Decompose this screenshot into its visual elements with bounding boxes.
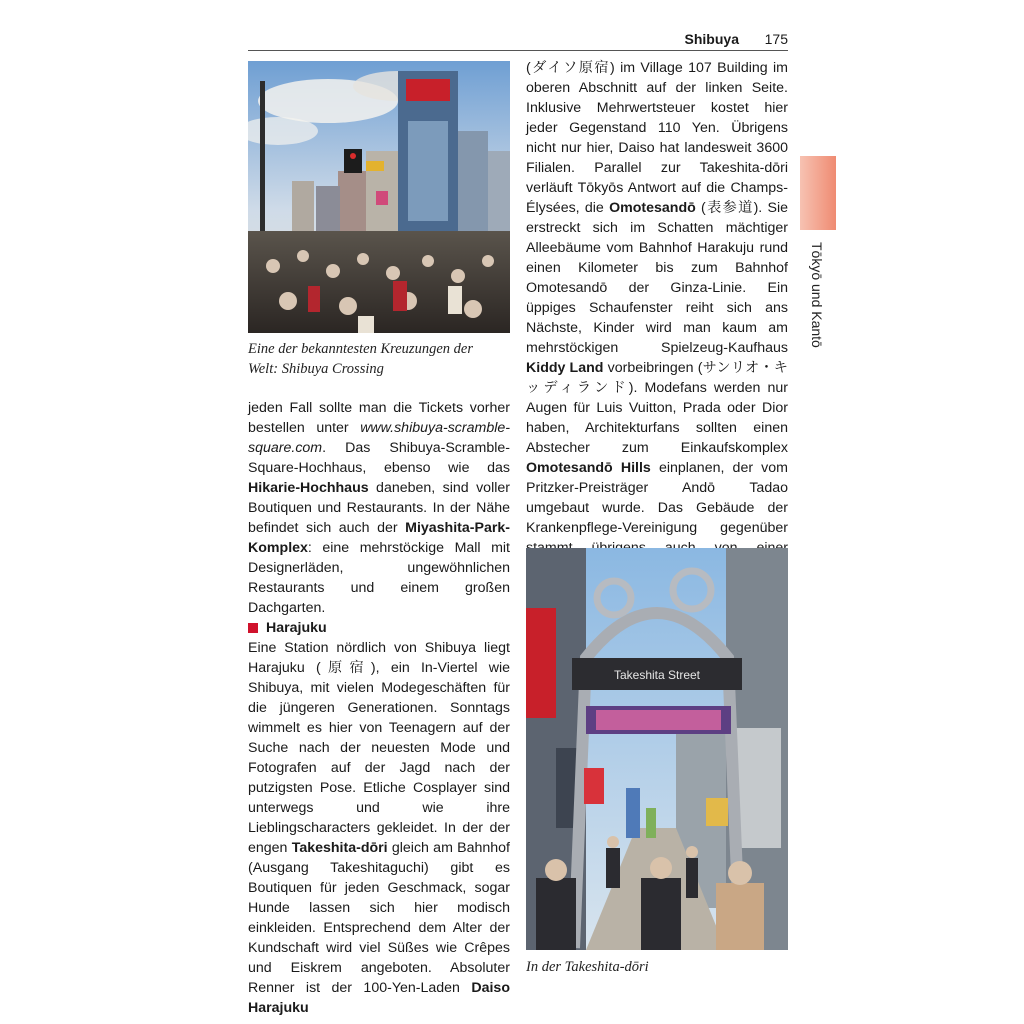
photo-caption-shibuya bbox=[248, 339, 510, 379]
omotesando-highlight: Omotesandō bbox=[609, 200, 696, 216]
hikarie-highlight: Hikarie-Hochhaus bbox=[248, 480, 369, 496]
running-header bbox=[248, 30, 788, 51]
right-column-text bbox=[526, 58, 788, 538]
omotesando-hills-highlight: Omotesandō Hills bbox=[526, 460, 651, 476]
paragraph-harajuku: Eine Station nördlich von Shibuya liegt Harajuku (原宿), ein In-Viertel wie Shibuya, mit vielen Modegeschäften für die jüngeren Generationen. Sonntags wimmelt es hier von Teenagern auf der Suche nach der neuesten Mode und Fotografen auf der Jagd nach der putzigsten Pose. Etliche Cosplayer sind unterwegs und wie ihre Lieblingscharacters gekleidet. In der der engen Takeshita-dōri gleich am Bahnhof (Ausgang Takeshitaguchi) gibt es Boutiquen für jeden Geschmack, sogar Hunde lassen sich hier modisch einkleiden. Entsprechend dem Alter der Kundschaft wird viel Süßes wie Crêpes und Eiskrem angeboten. Absoluter Renner ist der 100-Yen-Laden Daiso Harajuku bbox=[248, 640, 510, 1016]
page-number: 175 bbox=[764, 31, 788, 47]
website-link[interactable]: www.shibuya-scramble-square.com bbox=[248, 420, 510, 456]
takeshita-gate-illustration bbox=[526, 548, 788, 950]
left-column-text bbox=[248, 398, 510, 616]
paragraph-omotesando: (ダイソ原宿) im Village 107 Building im oberen Abschnitt auf der linken Seite. Inklusive Mehrwertsteuer kostet hier jeder Gegenstand 110 Yen. Übrigens nicht nur hier, Daiso hat landesweit 3600 Filialen. Parallel zur Takeshita-dōri verläuft Tōkyōs Antwort auf die Champs-Élysées, die Omotesandō (表参道). Sie erstreckt sich im Schatten mächtiger Alleebäume vom Bahnhof Harakuju rund einen Kilometer bis zum Bahnhof Omotesandō der Ginza-Linie. Ein üppiges Schaufenster reiht sich ans Nächste, Kinder wird man kaum am mehrstöckigen Spielzeug-Kaufhaus Kiddy Land vorbeibringen (サンリオ・キッディランド). Modefans werden nur Augen für Luis Vuitton, Prada oder Dior haben, Architekturfans sollten einen Abstecher zum Einkaufskomplex Omotesandō Hills einplanen, der vom Pritzker-Preisträger Andō Tadao umgebaut wurde. Das Gebäude der Krankenpflege-Vereinigung gegenüber bbox=[526, 60, 788, 536]
gate-sign-text: Takeshita Street bbox=[613, 668, 701, 682]
caption-line-1: Eine der bekanntesten Kreuzungen der bbox=[248, 341, 473, 357]
paragraph-tickets: jeden Fall sollte man die Tickets vorher bestellen unter www.shibuya-scramble-square.com. Das Shibuya-Scramble-Square-Hochhaus, ebenso wie das Hikarie-Hochhaus daneben, sind voller Boutiquen und Restaurants. In der Nähe befindet sich auch der Miyashita-Park-Komplex: eine mehrstöckige Mall mit Designerläden, ungewöhnlichen Restaurants und einem großen Dachgarten. bbox=[248, 400, 510, 616]
kiddy-land-highlight: Kiddy Land bbox=[526, 360, 604, 376]
caption-line-2: Welt: Shibuya Crossing bbox=[248, 361, 384, 377]
thumb-index-tab bbox=[800, 156, 836, 230]
shibuya-crossing-illustration bbox=[248, 61, 510, 333]
harajuku-text bbox=[248, 638, 510, 1016]
takeshita-dori-photo bbox=[526, 548, 788, 950]
photo-caption-takeshita: In der Takeshita-dōri bbox=[526, 959, 649, 975]
side-chapter-label: Tōkyō und Kantō bbox=[809, 242, 825, 348]
miyashita-highlight: Miyashita-Park-Komplex bbox=[248, 520, 510, 556]
daiso-highlight: Daiso Harajuku bbox=[248, 980, 510, 1016]
section-heading-harajuku: Harajuku bbox=[248, 618, 510, 638]
takeshita-highlight: Takeshita-dōri bbox=[291, 840, 388, 856]
red-square-marker bbox=[248, 623, 258, 633]
section-title: Shibuya bbox=[684, 31, 739, 47]
shibuya-crossing-photo bbox=[248, 61, 510, 333]
